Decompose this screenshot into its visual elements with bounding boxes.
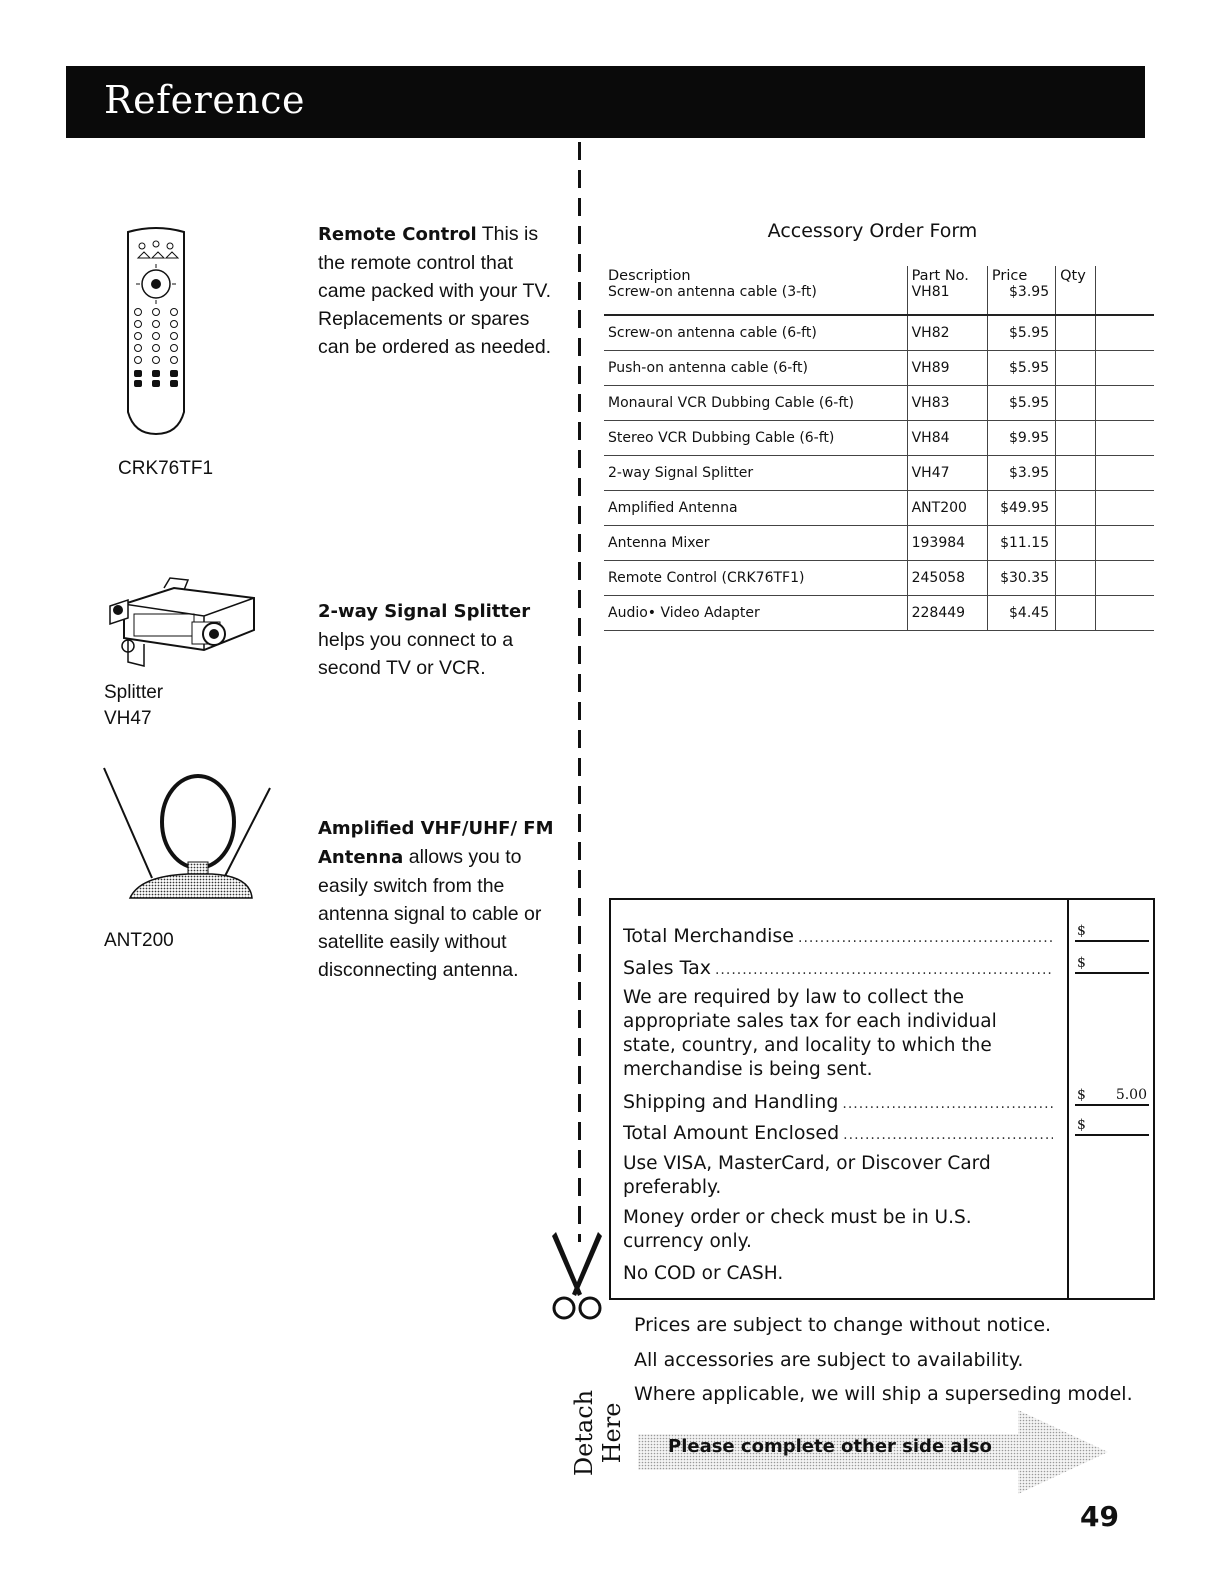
antenna-image <box>100 758 276 918</box>
money-order-note: Money order or check must be in U.S. currency only. <box>623 1207 972 1252</box>
cell-part-no: 193984 <box>907 526 987 561</box>
cell-qty-input[interactable] <box>1056 561 1096 596</box>
cell-qty-input[interactable] <box>1056 386 1096 421</box>
splitter-text: helps you connect to a second TV or VCR. <box>318 629 514 679</box>
cell-price: $9.95 <box>987 421 1055 456</box>
sales-tax-field[interactable] <box>1075 952 1149 974</box>
splitter-image <box>104 574 260 674</box>
no-cod-note: No COD or CASH. <box>623 1263 784 1284</box>
antenna-text: allows you to easily switch from the antenna signal to cable or satellite easily without disconnecting antenna. <box>318 846 542 981</box>
table-row <box>604 456 1154 491</box>
cell-price: $11.15 <box>987 526 1055 561</box>
table-row <box>604 315 1154 351</box>
cell-qty-input[interactable] <box>1056 351 1096 386</box>
order-table <box>604 266 1154 631</box>
header-description: Description <box>608 268 691 284</box>
cell-price: $49.95 <box>987 491 1055 526</box>
arrow-label: Please complete other side also <box>668 1436 992 1457</box>
page-title: Reference <box>104 78 306 122</box>
cell-description: Stereo VCR Dubbing Cable (6-ft) <box>604 421 907 456</box>
shipping-label: Shipping and Handling <box>623 1091 839 1113</box>
header-qty: Qty <box>1056 266 1096 284</box>
sales-tax-row <box>623 956 1053 982</box>
cell-part-no: VH82 <box>907 315 987 351</box>
cell-description: Screw-on antenna cable (6-ft) <box>604 315 907 351</box>
order-table-header <box>604 266 1154 284</box>
cell-part-no: VH81 <box>907 284 987 315</box>
remote-caption: CRK76TF1 <box>118 458 214 479</box>
currency-sign: $ <box>1077 1087 1086 1103</box>
cut-line <box>578 142 581 1242</box>
cell-part-no: 245058 <box>907 561 987 596</box>
header-part-no: Part No. <box>907 266 987 284</box>
remote-description <box>318 220 558 361</box>
antenna-caption: ANT200 <box>104 930 174 951</box>
splitter-caption-line2: VH47 <box>104 708 152 729</box>
shipping-field <box>1075 1084 1149 1106</box>
cell-qty-input[interactable] <box>1056 421 1096 456</box>
prices-note: Prices are subject to change without notice. <box>634 1314 1052 1336</box>
availability-note: All accessories are subject to availability. <box>634 1349 1024 1371</box>
cell-description: Monaural VCR Dubbing Cable (6-ft) <box>604 386 907 421</box>
total-merchandise-label: Total Merchandise <box>623 925 794 947</box>
cell-description: Amplified Antenna <box>604 491 907 526</box>
currency-sign: $ <box>1077 1117 1086 1133</box>
cell-part-no: 228449 <box>907 596 987 631</box>
cell-description: Remote Control (CRK76TF1) <box>604 561 907 596</box>
table-row <box>604 351 1154 386</box>
table-row <box>604 491 1154 526</box>
cell-qty-input[interactable] <box>1056 596 1096 631</box>
cell-qty-input[interactable] <box>1056 526 1096 561</box>
cell-blank <box>1096 561 1154 596</box>
header-bar <box>66 66 1145 138</box>
cell-blank <box>1096 315 1154 351</box>
total-enclosed-label: Total Amount Enclosed <box>623 1122 840 1144</box>
splitter-name: 2-way Signal Splitter <box>318 601 531 622</box>
cell-blank <box>1096 351 1154 386</box>
order-rows <box>604 284 1154 631</box>
antenna-description <box>318 814 558 984</box>
payment-note: Use VISA, MasterCard, or Discover Card preferably. <box>623 1153 991 1198</box>
currency-sign: $ <box>1077 923 1086 939</box>
currency-sign: $ <box>1077 955 1086 971</box>
complete-other-side-arrow <box>638 1410 1108 1494</box>
shipping-row <box>623 1090 1053 1116</box>
scissors-icon <box>548 1232 606 1324</box>
antenna-name: Amplified VHF/UHF/ FM Antenna <box>318 818 554 868</box>
cell-description: 2-way Signal Splitter <box>604 456 907 491</box>
cell-price: $4.45 <box>987 596 1055 631</box>
cell-blank <box>1096 284 1154 315</box>
splitter-description <box>318 598 558 682</box>
cell-description: Antenna Mixer <box>604 526 907 561</box>
header-price: Price <box>987 266 1055 284</box>
totals-box <box>609 898 1155 1300</box>
shipping-amount: 5.00 <box>1115 1087 1147 1103</box>
table-row <box>604 561 1154 596</box>
cell-part-no: VH47 <box>907 456 987 491</box>
totals-divider <box>1067 900 1069 1298</box>
cell-description: Audio• Video Adapter <box>604 596 907 631</box>
cell-qty-input[interactable] <box>1056 315 1096 351</box>
cell-qty-input[interactable] <box>1056 491 1096 526</box>
cell-price: $3.95 <box>987 284 1055 315</box>
sales-tax-note: We are required by law to collect the appropriate sales tax for each individual state, country, and locality to which the merchandise is being sent. <box>623 987 997 1080</box>
table-row <box>604 526 1154 561</box>
cell-description: Push-on antenna cable (6-ft) <box>604 351 907 386</box>
total-merchandise-row <box>623 924 1053 950</box>
cell-price: $5.95 <box>987 351 1055 386</box>
remote-text: This is the remote control that came packed with your TV. Replacements or spares can be ordered as needed. <box>318 223 552 358</box>
cell-blank <box>1096 491 1154 526</box>
remote-control-image <box>118 226 194 440</box>
sales-tax-label: Sales Tax <box>623 957 711 979</box>
cell-price: $5.95 <box>987 315 1055 351</box>
table-row <box>604 421 1154 456</box>
superseding-note: Where applicable, we will ship a superseding model. <box>634 1383 1133 1405</box>
total-enclosed-field[interactable] <box>1075 1114 1149 1136</box>
splitter-caption <box>104 680 163 732</box>
cell-price: $5.95 <box>987 386 1055 421</box>
table-row <box>604 386 1154 421</box>
cell-part-no: VH89 <box>907 351 987 386</box>
detach-here-label: Detach Here <box>570 1389 626 1477</box>
cell-blank <box>1096 526 1154 561</box>
header-blank <box>1096 266 1154 284</box>
cell-qty-input[interactable] <box>1056 284 1096 315</box>
cell-price: $3.95 <box>987 456 1055 491</box>
splitter-caption-line1: Splitter <box>104 682 164 703</box>
remote-name: Remote Control <box>318 224 477 245</box>
total-enclosed-row <box>623 1121 1053 1147</box>
order-form-title: Accessory Order Form <box>767 220 978 242</box>
cell-blank <box>1096 456 1154 491</box>
page-number: 49 <box>1080 1500 1119 1533</box>
cell-blank <box>1096 421 1154 456</box>
cell-description: Screw-on antenna cable (3-ft) <box>604 284 907 315</box>
cell-qty-input[interactable] <box>1056 456 1096 491</box>
table-row <box>604 596 1154 631</box>
table-row <box>604 284 1154 315</box>
cell-part-no: ANT200 <box>907 491 987 526</box>
cell-part-no: VH83 <box>907 386 987 421</box>
cell-blank <box>1096 386 1154 421</box>
cell-price: $30.35 <box>987 561 1055 596</box>
total-merchandise-field[interactable] <box>1075 920 1149 942</box>
cell-blank <box>1096 596 1154 631</box>
cell-part-no: VH84 <box>907 421 987 456</box>
